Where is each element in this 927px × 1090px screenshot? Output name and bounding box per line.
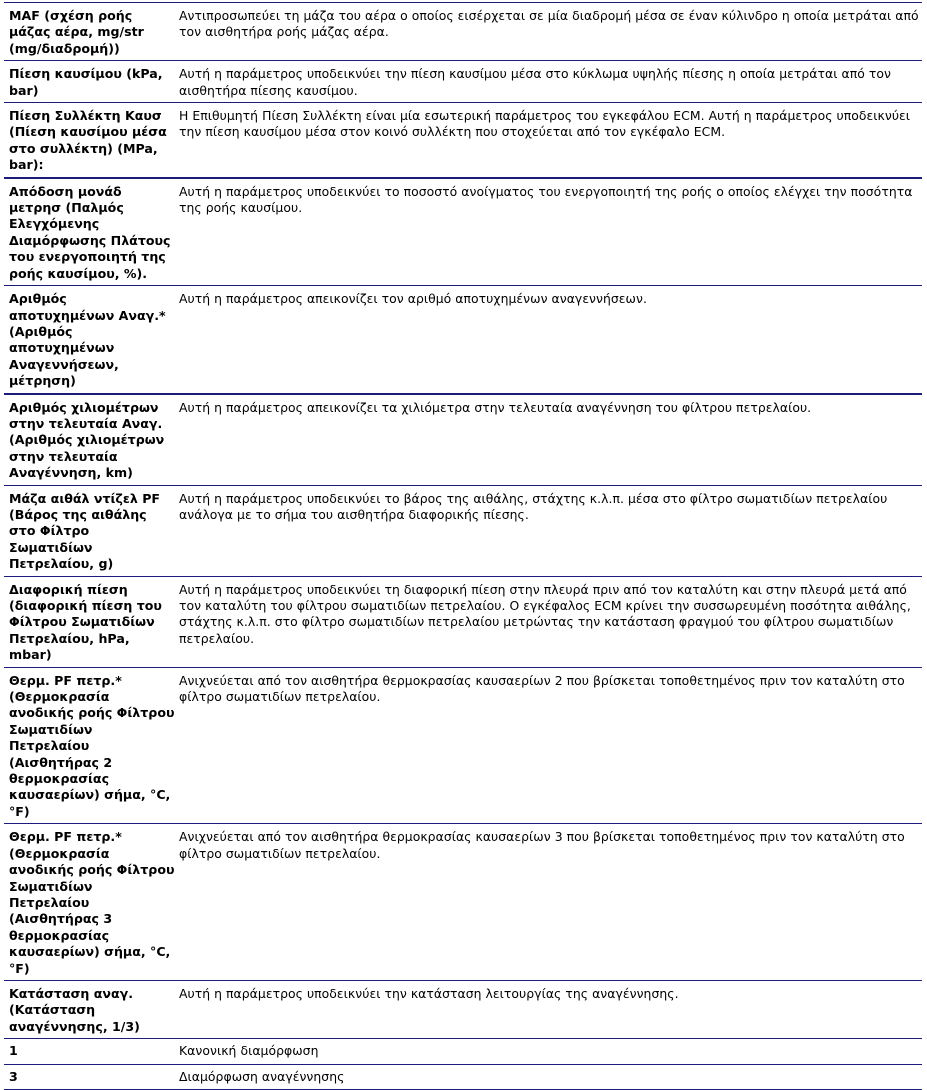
parameter-description: Αυτή η παράμετρος υποδεικνύει τη διαφορική πίεση στην πλευρά πριν από τον καταλύτη και στην πλευρά μετά από τον καταλύτη του φίλτρου σωματιδίων πετρελαίου. Ο εγκέφαλος ECM κρίνει την συσσωρευμένη ποσότητα αιθάλης, στάχτης κ.λ.π. στο φίλτρο σωματιδίων πετρελαίου μετρώντας την κατάσταση φραγμού του φίλτρου σωματιδίων πετρελαίου. [175, 576, 922, 667]
table-row [4, 3, 922, 61]
parameter-name: Θερμ. PF πετρ.* (Θερμοκρασία ανοδικής ροής Φίλτρου Σωματιδίων Πετρελαίου (Αισθητήρας 2 θερμοκρασίας καυσαερίων) σήμα, °C, °F) [4, 667, 175, 824]
table-row [4, 394, 922, 486]
parameter-description: Αυτή η παράμετρος υποδεικνύει την πίεση καυσίμου μέσα στο κύκλωμα υψηλής πίεσης η οποία μετράται από τον αισθητήρα πίεσης καυσίμου. [175, 61, 922, 103]
parameter-description: Αντιπροσωπεύει τη μάζα του αέρα ο οποίος εισέρχεται σε μία διαδρομή μέσα σε έναν κύλινδρο η οποία μετράται από τον αισθητήρα ροής μάζας αέρα. [175, 3, 922, 61]
table-row [4, 667, 922, 824]
parameter-description: Αυτή η παράμετρος υποδεικνύει την κατάσταση λειτουργίας της αναγέννησης. [175, 980, 922, 1038]
parameter-name: Πίεση Συλλέκτη Καυσ (Πίεση καυσίμου μέσα στο συλλέκτη) (MPa, bar): [4, 103, 175, 178]
parameter-name: Αριθμός χιλιομέτρων στην τελευταία Αναγ. (Αριθμός χιλιομέτρων στην τελευταία Αναγέννηση, km) [4, 394, 175, 486]
parameter-table [4, 2, 922, 1090]
parameter-name: MAF (σχέση ροής μάζας αέρα, mg/str (mg/διαδρομή)) [4, 3, 175, 61]
table-row [4, 980, 922, 1038]
parameter-description: Αυτή η παράμετρος υποδεικνύει το ποσοστό ανοίγματος του ενεργοποιητή της ροής ο οποίος ελέγχει την ποσότητα της ροής καυσίμου. [175, 178, 922, 286]
parameter-description: Διαμόρφωση αναγέννησης [175, 1064, 922, 1089]
parameter-name: Μάζα αιθάλ ντίζελ PF (Βάρος της αιθάλης στο Φίλτρο Σωματιδίων Πετρελαίου, g) [4, 485, 175, 576]
table-row [4, 61, 922, 103]
parameter-description: Αυτή η παράμετρος απεικονίζει τον αριθμό αποτυχημένων αναγεννήσεων. [175, 286, 922, 394]
parameter-description: Ανιχνεύεται από τον αισθητήρα θερμοκρασίας καυσαερίων 2 που βρίσκεται τοποθετημένος πριν τον καταλύτη στο φίλτρο σωματιδίων πετρελαίου. [175, 667, 922, 824]
table-row [4, 1064, 922, 1089]
parameter-name: Διαφορική πίεση (διαφορική πίεση του Φίλτρου Σωματιδίων Πετρελαίου, hPa, mbar) [4, 576, 175, 667]
parameter-description: Αυτή η παράμετρος απεικονίζει τα χιλιόμετρα στην τελευταία αναγέννηση του φίλτρου πετρελαίου. [175, 394, 922, 486]
parameter-name: 1 [4, 1039, 175, 1064]
table-row [4, 1039, 922, 1064]
parameter-name: 3 [4, 1064, 175, 1089]
parameter-name: Αριθμός αποτυχημένων Αναγ.* (Αριθμός αποτυχημένων Αναγεννήσεων, μέτρηση) [4, 286, 175, 394]
parameter-name: Θερμ. PF πετρ.* (Θερμοκρασία ανοδικής ροής Φίλτρου Σωματιδίων Πετρελαίου (Αισθητήρας 3 θερμοκρασίας καυσαερίων) σήμα, °C, °F) [4, 824, 175, 981]
parameter-name: Απόδοση μονάδ μετρησ (Παλμός Ελεγχόμενης Διαμόρφωσης Πλάτους του ενεργοποιητή της ροής καυσίμου, %). [4, 178, 175, 286]
table-row [4, 286, 922, 394]
table-row [4, 824, 922, 981]
parameter-name: Κατάσταση αναγ. (Κατάσταση αναγέννησης, 1/3) [4, 980, 175, 1038]
table-row [4, 485, 922, 576]
table-row [4, 103, 922, 178]
parameter-description: Η Επιθυμητή Πίεση Συλλέκτη είναι μία εσωτερική παράμετρος του εγκεφάλου ECM. Αυτή η παράμετρος υποδεικνύει την πίεση καυσίμου μέσα στον κοινό συλλέκτη που στοχεύεται από τον εγκέφαλο ECM. [175, 103, 922, 178]
table-row [4, 178, 922, 286]
table-row [4, 576, 922, 667]
parameter-description: Ανιχνεύεται από τον αισθητήρα θερμοκρασίας καυσαερίων 3 που βρίσκεται τοποθετημένος πριν τον καταλύτη στο φίλτρο σωματιδίων πετρελαίου. [175, 824, 922, 981]
parameter-description: Αυτή η παράμετρος υποδεικνύει το βάρος της αιθάλης, στάχτης κ.λ.π. μέσα στο φίλτρο σωματιδίων πετρελαίου ανάλογα με το σήμα του αισθητήρα διαφορικής πίεσης. [175, 485, 922, 576]
parameter-name: Πίεση καυσίμου (kPa, bar) [4, 61, 175, 103]
parameter-description: Κανονική διαμόρφωση [175, 1039, 922, 1064]
